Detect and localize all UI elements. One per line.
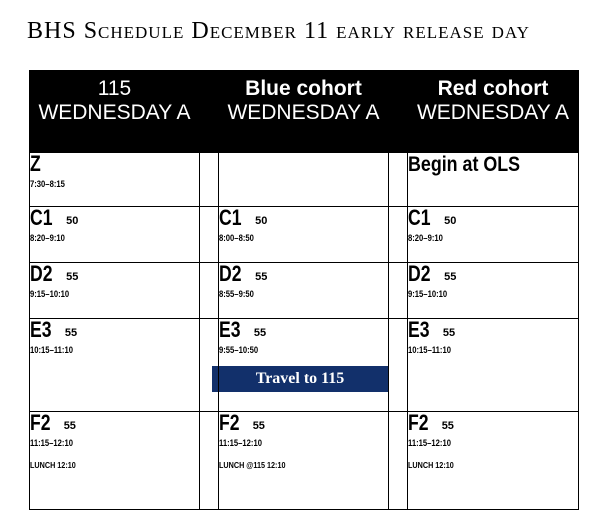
- column-gap: [389, 262, 408, 318]
- period-minutes: 55: [253, 327, 267, 340]
- period-minutes: 55: [442, 327, 456, 340]
- period-minutes: 55: [441, 419, 454, 432]
- cell-blue-z: [219, 152, 389, 206]
- cell-blue-c1: [219, 206, 389, 262]
- cell-red-f2: [408, 411, 579, 509]
- column-gap: [200, 411, 219, 509]
- column-header-day: WEDNESDAY A: [227, 100, 380, 124]
- lunch-note: LUNCH 12:10: [408, 459, 454, 470]
- period-time: 9:15–10:10: [408, 288, 448, 299]
- period-label: D2: [30, 260, 53, 286]
- page-title: BHS Schedule December 11 early release day: [27, 18, 530, 44]
- column-header-title: 115: [97, 77, 132, 100]
- period-label: C1: [408, 204, 431, 230]
- lunch-note: LUNCH 12:10: [30, 459, 76, 470]
- period-label: D2: [219, 260, 242, 286]
- period-time: 8:00–8:50: [219, 232, 254, 243]
- schedule-table: [29, 70, 579, 510]
- column-gap: [389, 319, 408, 412]
- lunch-note: LUNCH @115 12:10: [219, 459, 286, 470]
- period-time: 11:15–12:10: [408, 437, 451, 448]
- row-z: [30, 152, 579, 206]
- row-c1: [30, 206, 579, 262]
- cell-red-d2: [408, 262, 579, 318]
- cell-blue-f2: [219, 411, 389, 509]
- period-label: F2: [408, 409, 429, 435]
- cell-red-z: [408, 152, 579, 206]
- column-header-title: Red cohort: [437, 77, 549, 100]
- period-time: 8:55–9:50: [219, 288, 254, 299]
- period-label: C1: [30, 204, 53, 230]
- cell-115-f2: [30, 411, 200, 509]
- header-row: [30, 71, 579, 153]
- cell-red-c1: [408, 206, 579, 262]
- period-label: F2: [219, 409, 240, 435]
- cell-blue-e3: [219, 319, 389, 412]
- column-header-115: [30, 71, 200, 153]
- cell-115-z: [30, 152, 200, 206]
- period-minutes: 55: [66, 270, 79, 283]
- travel-to-115-banner: Travel to 115: [212, 366, 388, 392]
- column-header-red: [408, 71, 579, 153]
- cell-red-e3: [408, 319, 579, 412]
- period-minutes: 55: [64, 327, 78, 340]
- period-time: 8:20–9:10: [408, 232, 443, 243]
- column-gap: [200, 152, 219, 206]
- header-gap: [389, 71, 408, 153]
- column-header-day: WEDNESDAY A: [416, 100, 570, 124]
- row-e3: [30, 319, 579, 412]
- period-time: 9:15–10:10: [30, 288, 70, 299]
- period-label: D2: [408, 260, 431, 286]
- period-time: 10:15–11:10: [30, 345, 73, 356]
- row-d2: [30, 262, 579, 318]
- period-minutes: 50: [66, 214, 79, 227]
- period-minutes: 55: [63, 419, 76, 432]
- header-gap: [200, 71, 219, 153]
- period-time: 9:55–10:50: [219, 345, 259, 356]
- begin-at-ols-label: Begin at OLS: [408, 152, 521, 176]
- column-gap: [389, 152, 408, 206]
- period-minutes: 55: [252, 419, 265, 432]
- period-label: C1: [219, 204, 242, 230]
- cell-115-e3: [30, 319, 200, 412]
- period-label: E3: [30, 317, 52, 343]
- period-label: F2: [30, 409, 51, 435]
- column-gap: [389, 411, 408, 509]
- period-minutes: 55: [444, 270, 457, 283]
- cell-115-d2: [30, 262, 200, 318]
- period-time: 11:15–12:10: [219, 437, 262, 448]
- period-time: 7:30–8:15: [30, 178, 65, 189]
- cell-115-c1: [30, 206, 200, 262]
- column-header-day: WEDNESDAY A: [38, 100, 191, 124]
- period-time: 10:15–11:10: [408, 345, 451, 356]
- period-minutes: 55: [255, 270, 268, 283]
- period-minutes: 50: [444, 214, 457, 227]
- cell-blue-d2: [219, 262, 389, 318]
- period-time: 8:20–9:10: [30, 232, 65, 243]
- period-label: Z: [30, 150, 41, 176]
- row-f2: [30, 411, 579, 509]
- period-time: 11:15–12:10: [30, 437, 73, 448]
- column-gap: [389, 206, 408, 262]
- column-gap: [200, 262, 219, 318]
- column-gap: [200, 319, 219, 412]
- period-label: E3: [408, 317, 430, 343]
- column-header-title: Blue cohort: [245, 77, 362, 100]
- period-label: E3: [219, 317, 241, 343]
- column-header-blue: [219, 71, 389, 153]
- period-minutes: 50: [255, 214, 268, 227]
- column-gap: [200, 206, 219, 262]
